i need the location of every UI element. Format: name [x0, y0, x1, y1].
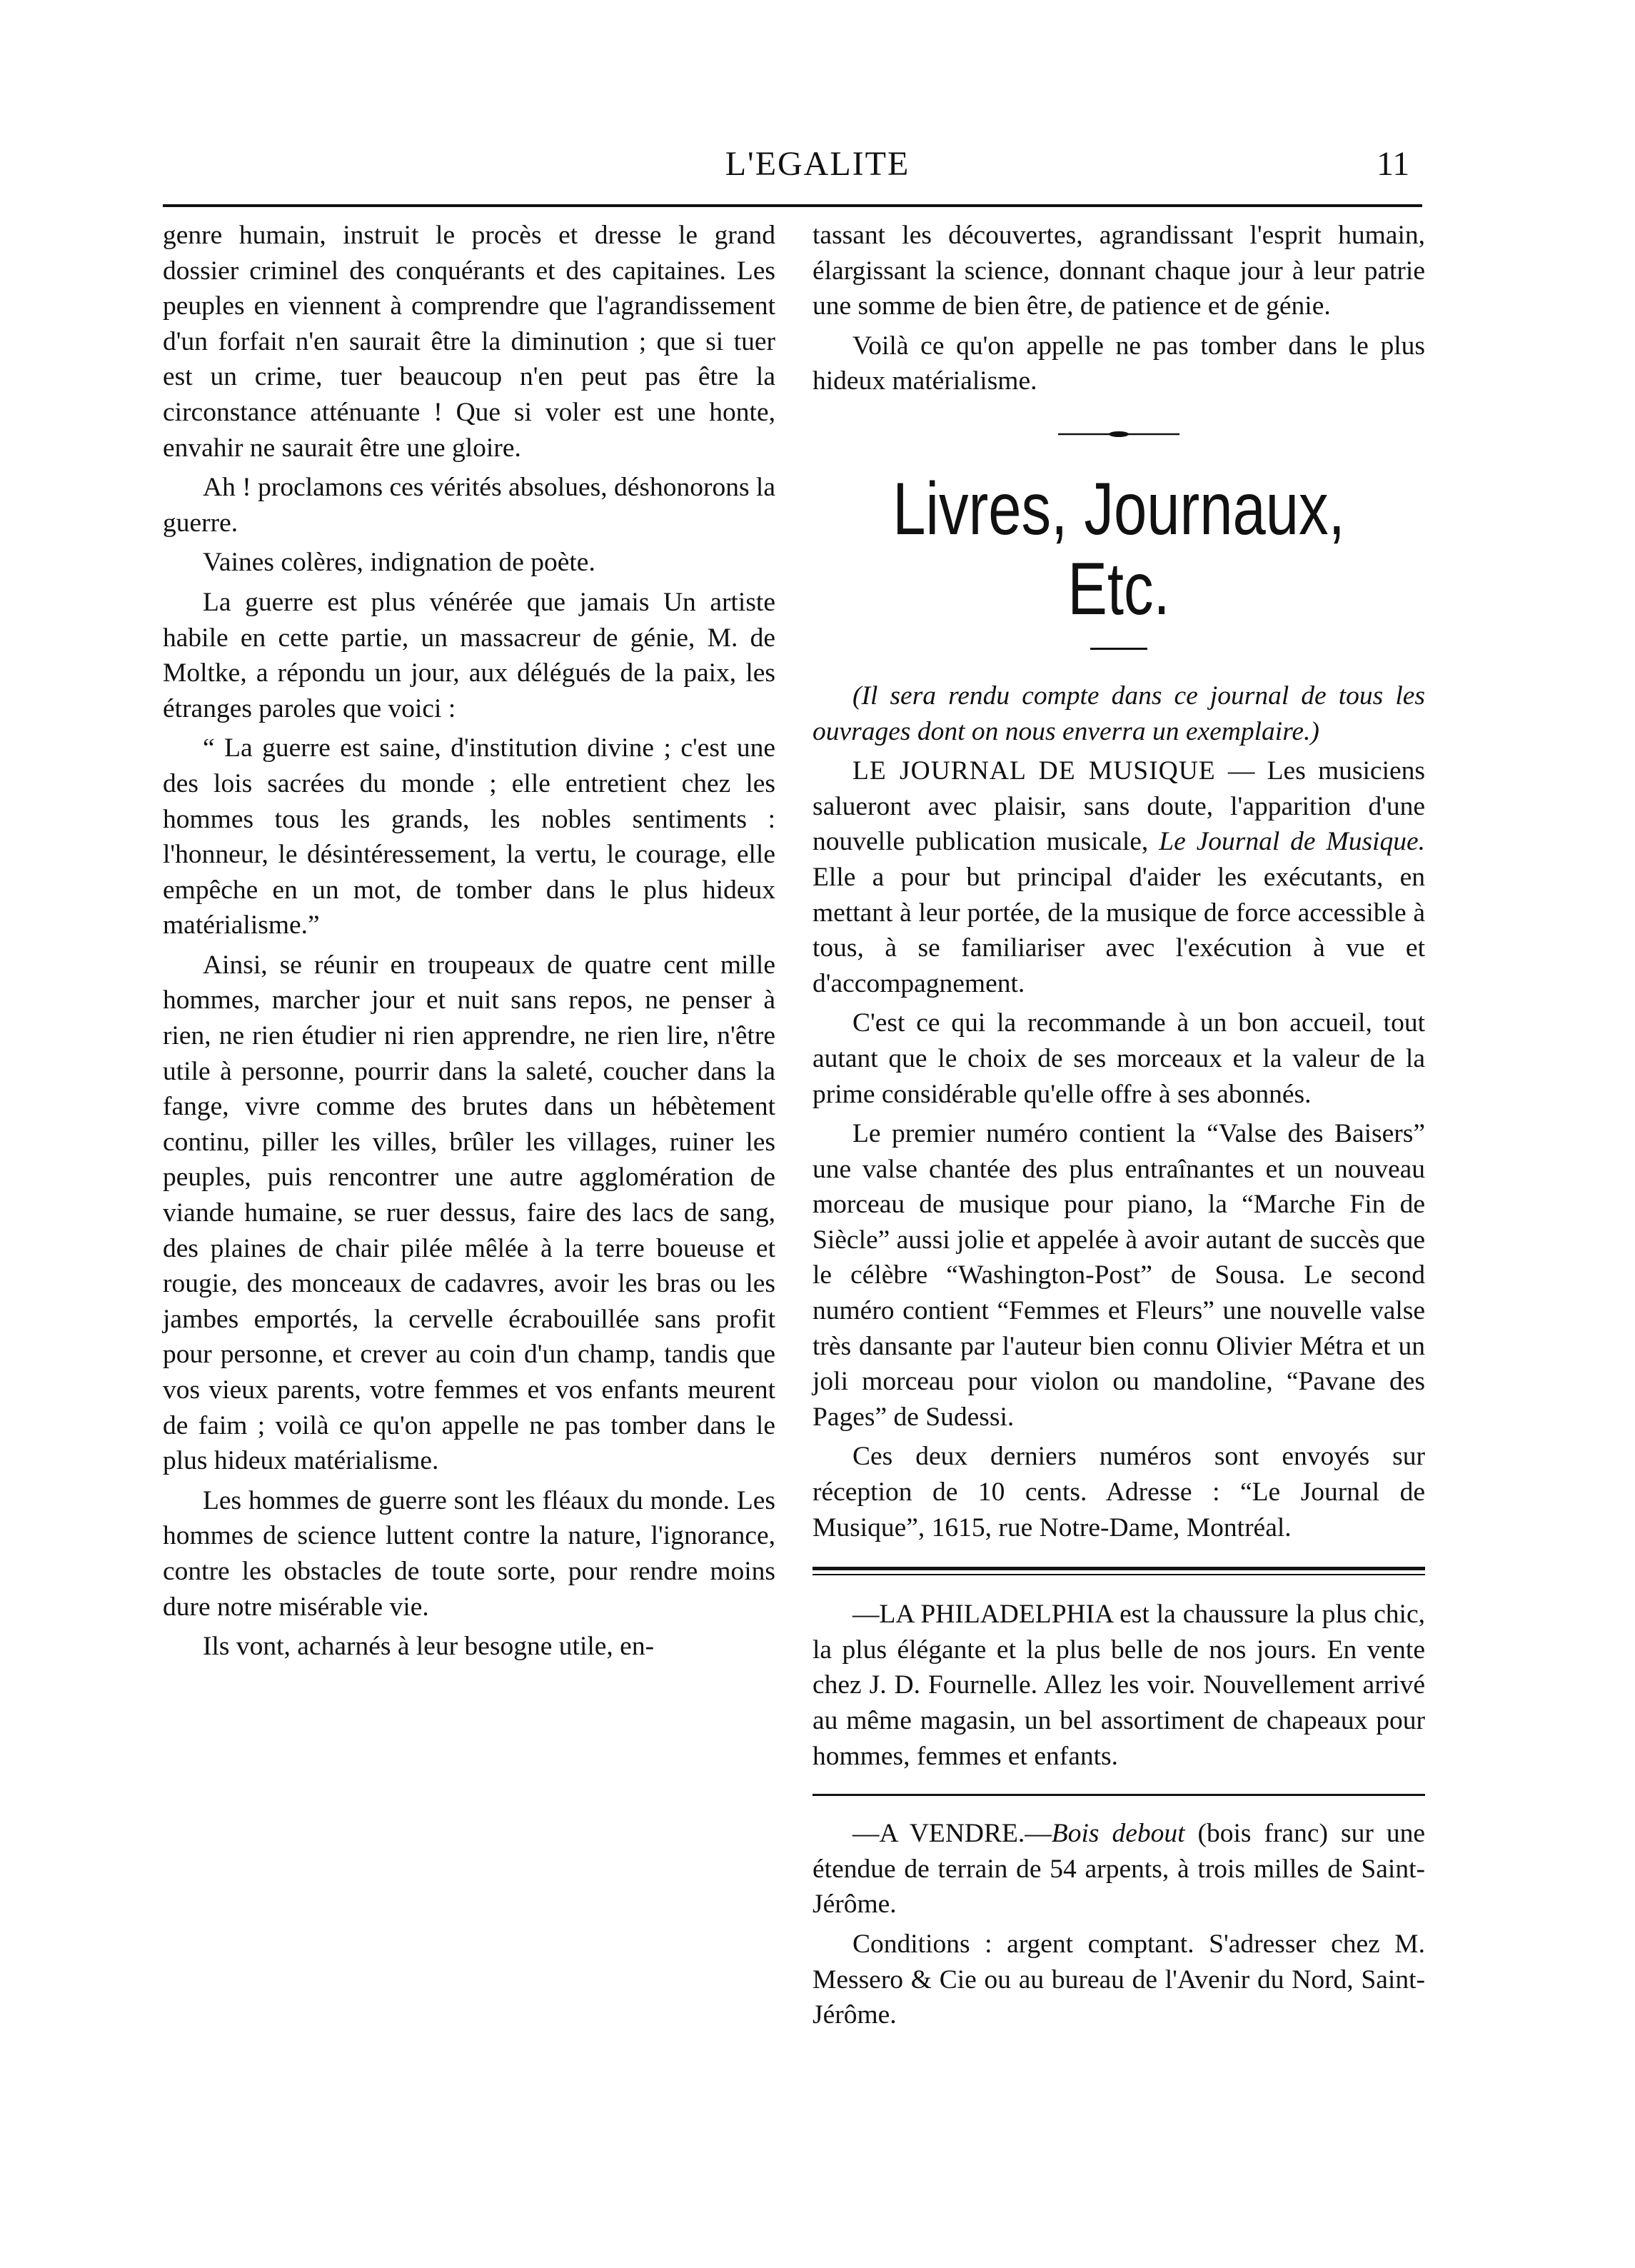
page-header-title: L'EGALITE	[725, 145, 910, 183]
journal-paragraph: Ces deux derniers numéros sont envoyés sur réception de 10 cents. Adresse : “Le Journal de Musique”, 1615, rue Notre-Dame, Montréal.	[813, 1442, 1425, 1542]
left-paragraph: Ah ! proclamons ces vérités absolues, déshonorons la guerre.	[163, 473, 775, 538]
left-paragraph: Ainsi, se réunir en troupeaux de quatre cent mille hommes, marcher jour et nuit sans repos, ne penser à rien, ne rien étudier ni rien apprendre, ne rien lire, n'être utile à personne, pourrir dans la saleté, coucher dans la fange, vivre comme des brutes dans un hébètement continu, piller les villes, brûler les villages, ruiner les peuples, puis rencontrer une autre agglomération de viande humaine, se ruer dessus, faire des lacs de sang, des plaines de chair pilée mêlée à la terre boueuse et rougie, des monceaux de cadavres, avoir les bras ou les jambes emportés, la cervelle écrabouillée sans profit pour personne, et crever au coin d'un champ, tandis que vos vieux parents, votre femmes et vos enfants meurent de faim ; voilà ce qu'on appelle ne pas tomber dans le plus hideux matérialisme.	[163, 950, 775, 1476]
left-paragraph: Vaines colères, indignation de poète.	[203, 548, 595, 578]
left-column	[163, 218, 775, 1669]
journal-heading: LE JOURNAL DE MUSIQUE	[852, 756, 1216, 786]
right-paragraph: tassant les découvertes, agrandissant l'esprit humain, élargissant la science, donnant chaque jour à leur patrie une somme de bien être, de patience et de génie.	[813, 221, 1425, 321]
left-paragraph: La guerre est plus vénérée que jamais Un artiste habile en cette partie, un massacreur de génie, M. de Moltke, a répondu un jour, aux délégués de la paix, les étranges paroles que voici :	[163, 587, 775, 723]
journal-name: Le Journal de Musique.	[1159, 827, 1425, 857]
journal-text: Elle a pour but principal d'aider les exécutants, en mettant à leur portée, de la musique de force accessible à tous, à se familiariser avec l'exécution à vue et d'accompagnement.	[813, 862, 1425, 998]
header-rule	[163, 204, 1422, 207]
for-sale-ad	[813, 1816, 1425, 1922]
right-paragraph: Voilà ce qu'on appelle ne pas tomber dans le plus hideux matérialisme.	[813, 331, 1425, 396]
for-sale-lead: —A VENDRE.—	[852, 1819, 1052, 1849]
journal-paragraph: C'est ce qui la recommande à un bon accueil, tout autant que le choix de ses morceaux et la valeur de la prime considérable qu'elle offre à ses abonnés.	[813, 1008, 1425, 1109]
left-paragraph: Les hommes de guerre sont les fléaux du monde. Les hommes de science luttent contre la nature, l'ignorance, contre les obstacles de toute sorte, pour rendre moins dure notre misérable vie.	[163, 1485, 775, 1622]
moltke-quote: “ La guerre est saine, d'institution divine ; c'est une des lois sacrées du monde ; elle entretient chez les hommes tous les grands, les nobles sentiments : l'honneur, le désintéressement, la vertu, le courage, elle empêche en un mot, de tomber dans le plus hideux matérialisme.”	[163, 733, 775, 940]
left-paragraph: genre humain, instruit le procès et dresse le grand dossier criminel des conquérants et des capitaines. Les peuples en viennent à comprendre que l'agrandissement d'un forfait n'en saurait être la diminution ; que si tuer est un crime, tuer beaucoup n'en peut pas être la circonstance atténuante ! Que si voler est une honte, envahir ne saurait être une gloire.	[163, 221, 775, 463]
for-sale-conditions: Conditions : argent comptant. S'adresser chez M. Messero & Cie ou au bureau de l'Avenir du Nord, Saint-Jérôme.	[813, 1929, 1425, 2030]
journal-paragraph	[813, 753, 1425, 1001]
ornament-divider	[1058, 431, 1179, 438]
journal-paragraph: Le premier numéro contient la “Valse des Baisers” une valse chantée des plus entraînantes et un nouveau morceau de musique pour piano, la “Marche Fin de Siècle” aussi jolie et appelée à avoir autant de succès que le célèbre “Washington-Post” de Sousa. Le second numéro contient “Femmes et Fleurs” une nouvelle valse très dansante par l'auteur bien connu Olivier Métra et un joli morceau pour violon ou mandoline, “Pavane des Pages” de Sudessi.	[813, 1119, 1425, 1432]
journal-text: — Les musiciens salueront avec plaisir, sans doute, l'apparition d'une nouvelle publication musicale,	[813, 756, 1425, 857]
double-divider	[813, 1567, 1425, 1575]
page-number: 11	[1377, 145, 1410, 183]
philadelphia-ad: —LA PHILADELPHIA est la chaussure la plus chic, la plus élégante et la plus belle de nos jours. En vente chez J. D. Fournelle. Allez les voir. Nouvellement arrivé au même magasin, un bel assortiment de chapeaux pour hommes, femmes et enfants.	[813, 1600, 1425, 1771]
left-paragraph: Ils vont, acharnés à leur besogne utile, en-	[203, 1632, 655, 1662]
section-title: Livres, Journaux, Etc.	[892, 467, 1345, 631]
for-sale-italic: Bois debout	[1051, 1819, 1185, 1849]
editorial-note: (Il sera rendu compte dans ce journal de tous les ouvrages dont on nous enverra un exemplaire.)	[813, 681, 1425, 746]
title-rule	[1090, 648, 1147, 650]
for-sale-text: (bois franc) sur une étendue de terrain de 54 arpents, à trois milles de Saint-Jérôme.	[813, 1819, 1425, 1920]
right-column	[813, 218, 1425, 2037]
ad-divider	[813, 1794, 1425, 1796]
